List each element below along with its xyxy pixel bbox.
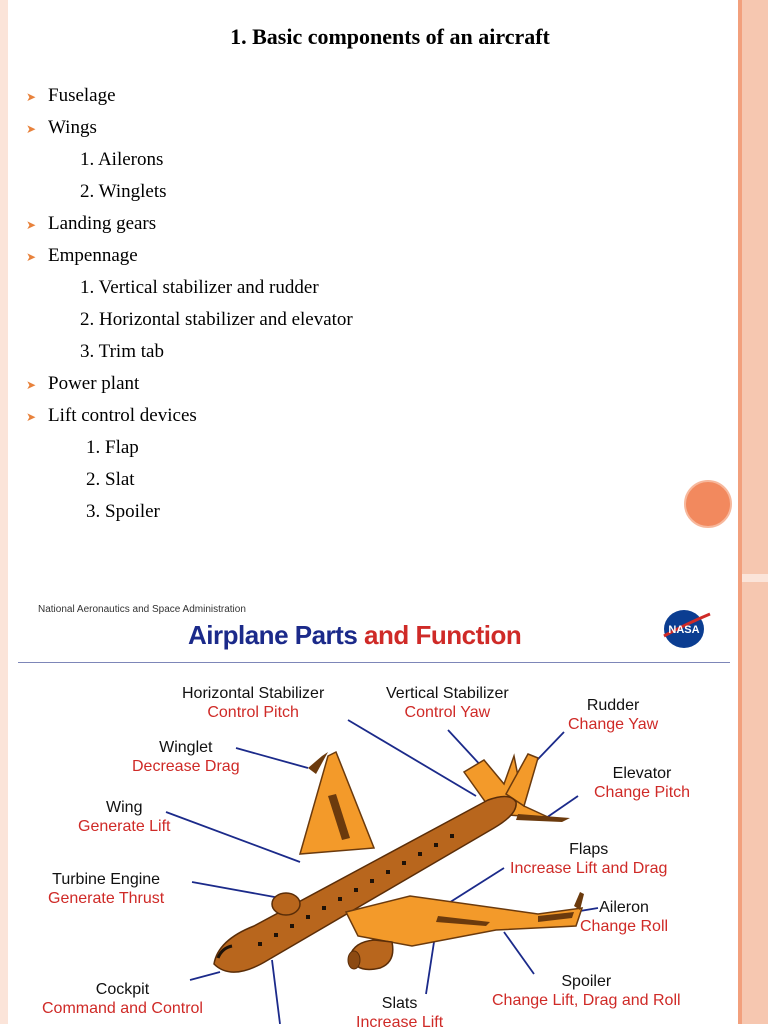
label-cockpit: Cockpit Command and Control — [42, 981, 203, 1017]
bullet-list — [26, 82, 353, 530]
label-flaps: Flaps Increase Lift and Drag — [510, 841, 668, 877]
nasa-logo-text: NASA — [668, 624, 700, 636]
bullet-text: Landing gears — [48, 213, 157, 234]
bullet-text: Power plant — [48, 373, 140, 394]
label-rudder: Rudder Change Yaw — [568, 697, 659, 733]
bullet-item — [26, 242, 353, 274]
bullet-item — [26, 114, 353, 146]
bullet-arrow-icon: ➤ — [26, 218, 37, 232]
bullet-text: Lift control devices — [48, 405, 197, 426]
far-engine — [272, 893, 300, 915]
left-decor-stripe — [0, 0, 8, 1024]
bullet-arrow-icon: ➤ — [26, 90, 37, 104]
agency-name: National Aeronautics and Space Administration — [38, 604, 246, 615]
sub-bullet-item — [26, 274, 353, 306]
bullet-item — [26, 210, 353, 242]
label-winglet: Winglet Decrease Drag — [132, 739, 240, 775]
bullet-text: 2. Horizontal stabilizer and elevator — [80, 309, 353, 330]
slide-title: 1. Basic components of an aircraft — [230, 24, 550, 49]
right-decor-stripe — [738, 0, 768, 1024]
label-slats: Slats Increase Lift — [356, 995, 444, 1031]
bullet-text: Wings — [48, 117, 97, 138]
label-turbine-engine: Turbine Engine Generate Thrust — [48, 871, 165, 907]
bullet-text: 2. Winglets — [80, 181, 167, 202]
bullet-arrow-icon: ➤ — [26, 378, 37, 392]
bullet-text: 2. Slat — [86, 469, 135, 490]
bullet-text: Empennage — [48, 245, 138, 266]
near-engine-intake — [348, 951, 360, 969]
bullet-arrow-icon: ➤ — [26, 122, 37, 136]
bullet-text: 1. Vertical stabilizer and rudder — [80, 277, 319, 298]
sub-bullet-item — [26, 178, 353, 210]
label-horizontal-stabilizer: Horizontal Stabilizer Control Pitch — [182, 685, 325, 721]
right-stripe-line — [738, 0, 742, 1024]
bullet-item — [26, 370, 353, 402]
label-elevator: Elevator Change Pitch — [594, 765, 691, 801]
label-vertical-stabilizer: Vertical Stabilizer Control Yaw — [386, 685, 509, 721]
bullet-text: 1. Flap — [86, 437, 139, 458]
sub-bullet-item — [26, 498, 353, 530]
bullet-item — [26, 402, 353, 434]
diagram-title-part1: Airplane Parts — [188, 620, 358, 650]
slide-nav-circle-button[interactable] — [684, 480, 732, 528]
sub-bullet-item — [26, 434, 353, 466]
sub-bullet-item — [26, 338, 353, 370]
bullet-arrow-icon: ➤ — [26, 410, 37, 424]
airplane-parts-diagram — [18, 596, 732, 1031]
bullet-arrow-icon: ➤ — [26, 250, 37, 264]
bullet-text: 3. Trim tab — [80, 341, 164, 362]
sub-bullet-item — [26, 146, 353, 178]
sub-bullet-item — [26, 306, 353, 338]
sub-bullet-item — [26, 466, 353, 498]
right-stripe-band — [742, 574, 768, 582]
label-spoiler: Spoiler Change Lift, Drag and Roll — [492, 973, 681, 1009]
bullet-text: 1. Ailerons — [80, 149, 164, 170]
label-wing: Wing Generate Lift — [78, 799, 171, 835]
bullet-item — [26, 82, 353, 114]
diagram-title-part2: and Function — [364, 620, 522, 650]
bullet-text: Fuselage — [48, 85, 116, 106]
bullet-text: 3. Spoiler — [86, 501, 160, 522]
label-aileron: Aileron Change Roll — [580, 899, 669, 935]
